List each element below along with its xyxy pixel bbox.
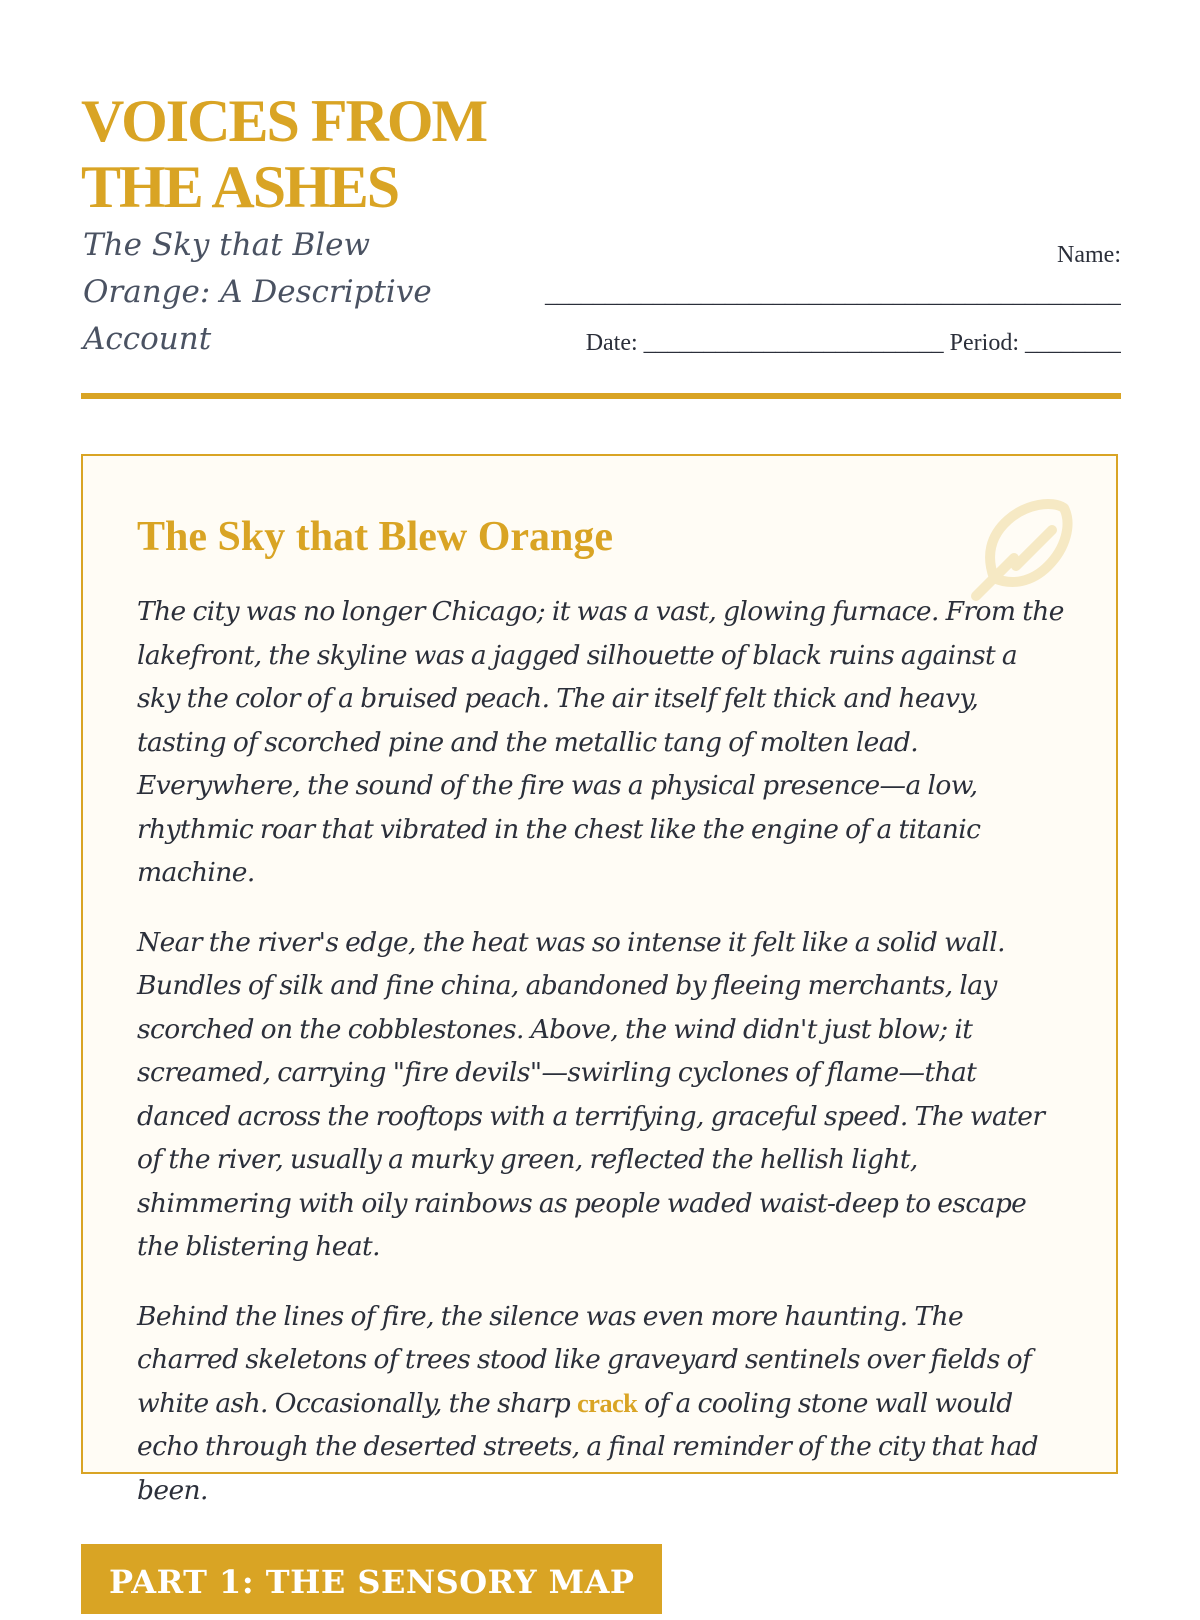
worksheet-header xyxy=(81,88,1121,388)
header-divider xyxy=(81,393,1121,399)
student-info-fields xyxy=(471,240,1121,356)
date-label: Date: xyxy=(585,330,638,356)
story-paragraph-2: Near the river's edge, the heat was so intense it felt like a solid wall. Bundles of silk and fine china, abandoned by fleeing merchants, lay scorched on the cobblestones. Above, the wind didn't just blow; it screamed, carrying "fire devils"—swirling cyclones of flame—that danced across the rooftops with a terrifying, graceful speed. The water of the river, usually a murky green, reflected the hellish light, shimmering with oily rainbows as people waded waist-deep to escape the blistering heat. xyxy=(137,926,1045,1262)
worksheet-subtitle: The Sky that Blew Orange: A Descriptive Account xyxy=(83,227,432,357)
feather-quill-icon xyxy=(956,486,1086,616)
name-label: Name: xyxy=(1057,242,1121,268)
story-title: The Sky that Blew Orange xyxy=(137,514,614,560)
story-paragraph-3 xyxy=(137,1295,1064,1513)
paragraph-3-text-end: of a cooling stone wall would echo through the deserted streets, a final reminder of the city that had been. xyxy=(137,1387,1038,1506)
worksheet-title: VOICES FROM THE ASHES xyxy=(81,88,487,220)
name-field[interactable]: ________________________________________________ xyxy=(545,282,1121,308)
story-paragraph-1: The city was no longer Chicago; it was a vast, glowing furnace. From the lakefront, the skyline was a jagged silhouette of black ruins against a sky the color of a bruised peach. The air itself felt thick and heavy, tasting of scorched pine and the metallic tang of molten lead. Everywhere, the sound of the fire was a physical presence—a low, rhythmic roar that vibrated in the chest like the engine of a titanic machine. xyxy=(137,596,1064,888)
highlighted-word: crack xyxy=(577,1387,638,1418)
date-field[interactable]: _________________________ xyxy=(643,330,944,356)
paragraph-3-text-start: Behind the lines of fire, the silence was even more haunting. The charred skeletons of trees stood like graveyard sentinels over fields of white ash. Occasionally, the sharp xyxy=(137,1300,1032,1419)
story-passage-box xyxy=(81,454,1118,1506)
period-field[interactable]: ________ xyxy=(1025,330,1121,356)
worksheet-page xyxy=(81,88,1121,388)
period-label: Period: xyxy=(949,330,1019,356)
part-1-section-banner: PART 1: THE SENSORY MAP xyxy=(81,1544,662,1614)
date-period-row xyxy=(471,330,1121,356)
